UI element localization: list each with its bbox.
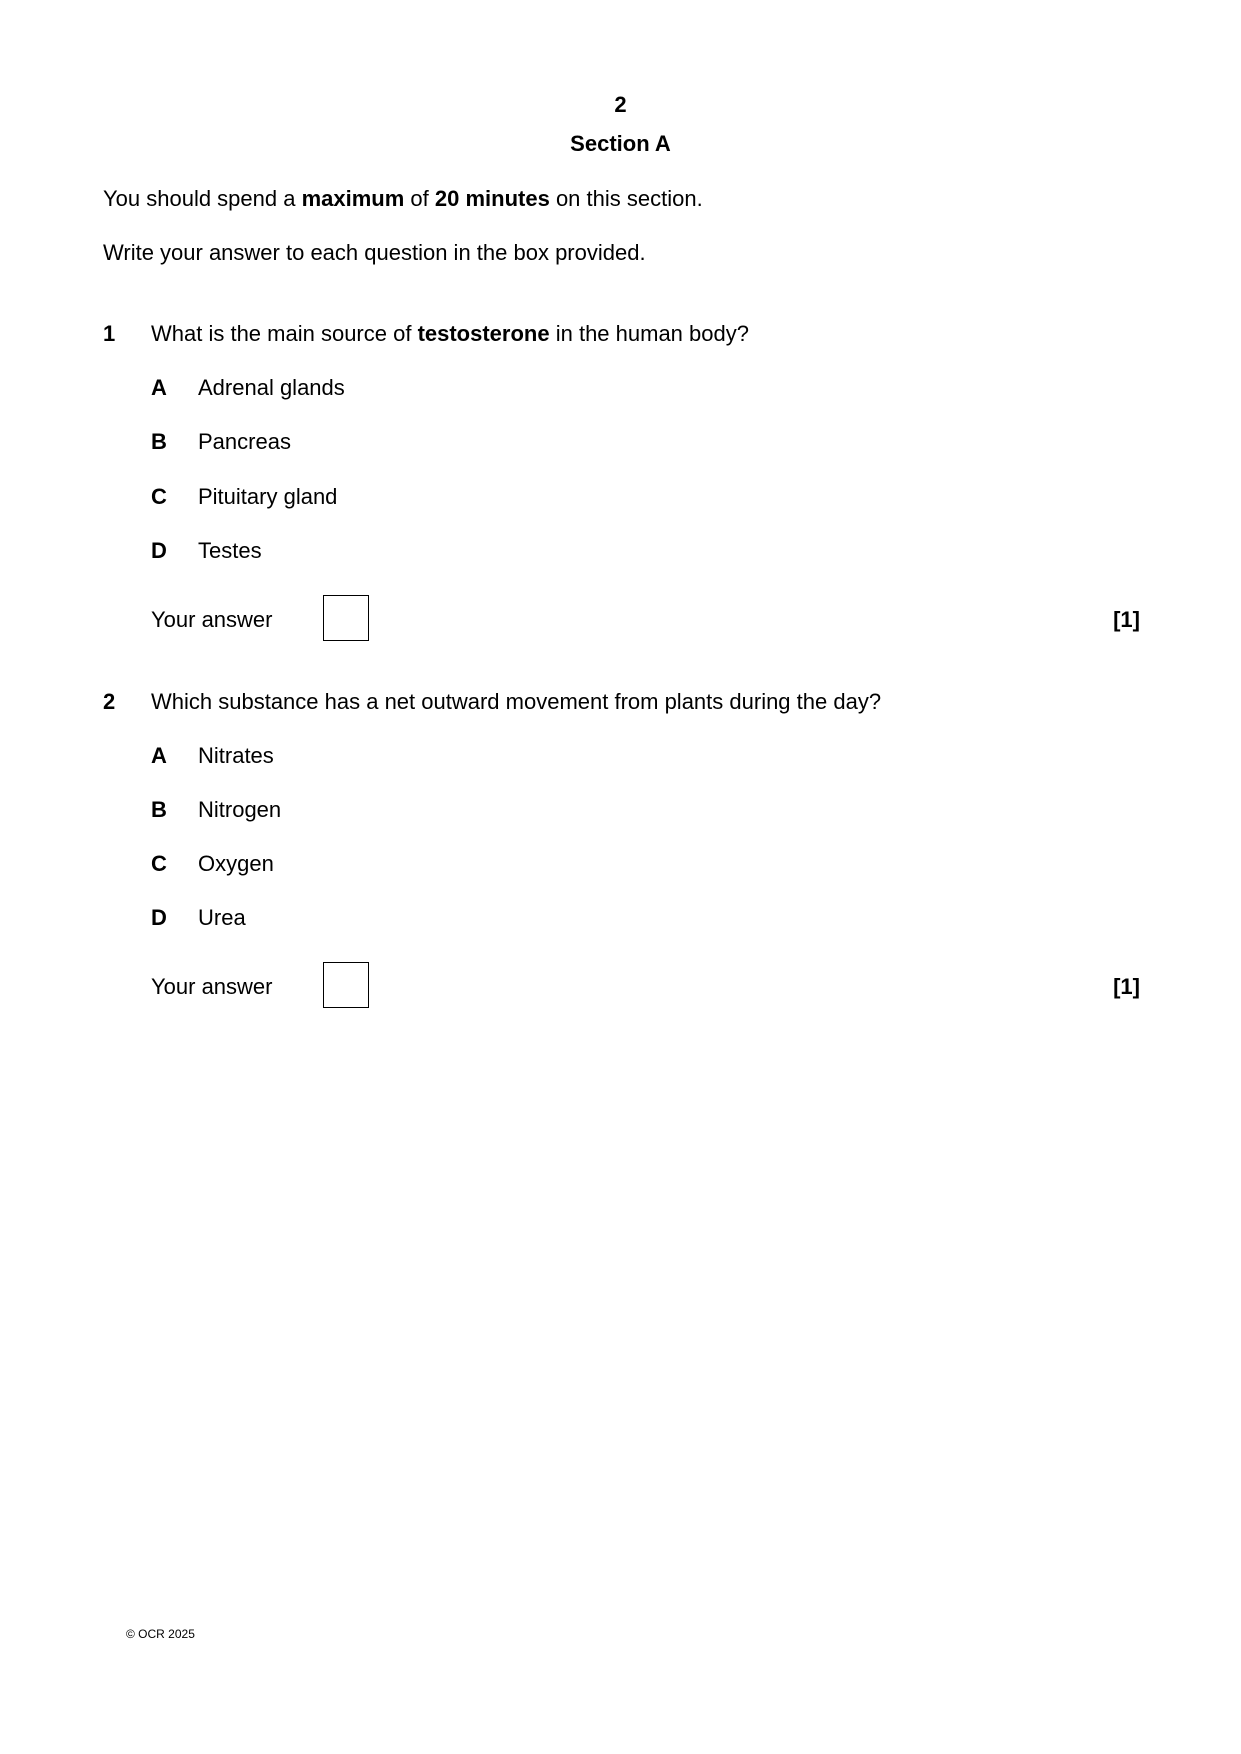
- instruction-time: [103, 186, 703, 212]
- question-2-option-d-text: Urea: [198, 905, 246, 930]
- instruction-answer-box: Write your answer to each question in the box provided.: [103, 240, 646, 265]
- question-1-option-b-text: Pancreas: [198, 429, 291, 454]
- question-1-text: [151, 321, 749, 347]
- question-1-text-post: in the human body?: [549, 321, 749, 346]
- question-2-answer-box[interactable]: [323, 962, 369, 1008]
- instruction-time-bold-minutes: 20 minutes: [434, 186, 550, 211]
- question-2-answer-label: Your answer: [151, 974, 273, 999]
- question-2-text: Which substance has a net outward movement from plants during the day?: [151, 689, 882, 714]
- question-1-answer-label: Your answer: [151, 607, 273, 632]
- question-2-marks: [1]: [1113, 974, 1140, 999]
- question-2-option-b-letter: B: [151, 797, 167, 822]
- footer-copyright: © OCR 2025: [126, 1627, 195, 1641]
- question-1-option-c-letter: C: [151, 484, 167, 509]
- instruction-time-bold-maximum: maximum: [301, 186, 405, 211]
- question-1-answer-box[interactable]: [323, 595, 369, 641]
- question-1-option-b-letter: B: [151, 429, 167, 454]
- page-number: 2: [614, 92, 627, 117]
- question-2-option-c-text: Oxygen: [198, 851, 274, 876]
- question-1-option-a-letter: A: [151, 375, 167, 400]
- section-title: Section A: [570, 131, 671, 156]
- question-2-option-a-letter: A: [151, 743, 167, 768]
- question-2-option-a-text: Nitrates: [198, 743, 274, 768]
- question-1-option-c-text: Pituitary gland: [198, 484, 338, 509]
- question-1-option-a-text: Adrenal glands: [198, 375, 345, 400]
- question-2-option-b-text: Nitrogen: [198, 797, 282, 822]
- question-1-option-d-letter: D: [151, 538, 167, 563]
- question-1-number: 1: [103, 321, 116, 346]
- question-2-number: 2: [103, 689, 116, 714]
- question-1-marks: [1]: [1113, 607, 1140, 632]
- instruction-time-pre: You should spend a: [103, 186, 302, 211]
- question-1-option-d-text: Testes: [198, 538, 262, 563]
- question-2-option-c-letter: C: [151, 851, 167, 876]
- instruction-time-post: on this section.: [549, 186, 703, 211]
- question-1-text-bold: testosterone: [417, 321, 550, 346]
- instruction-time-mid: of: [404, 186, 435, 211]
- question-2-option-d-letter: D: [151, 905, 167, 930]
- question-1-text-pre: What is the main source of: [151, 321, 418, 346]
